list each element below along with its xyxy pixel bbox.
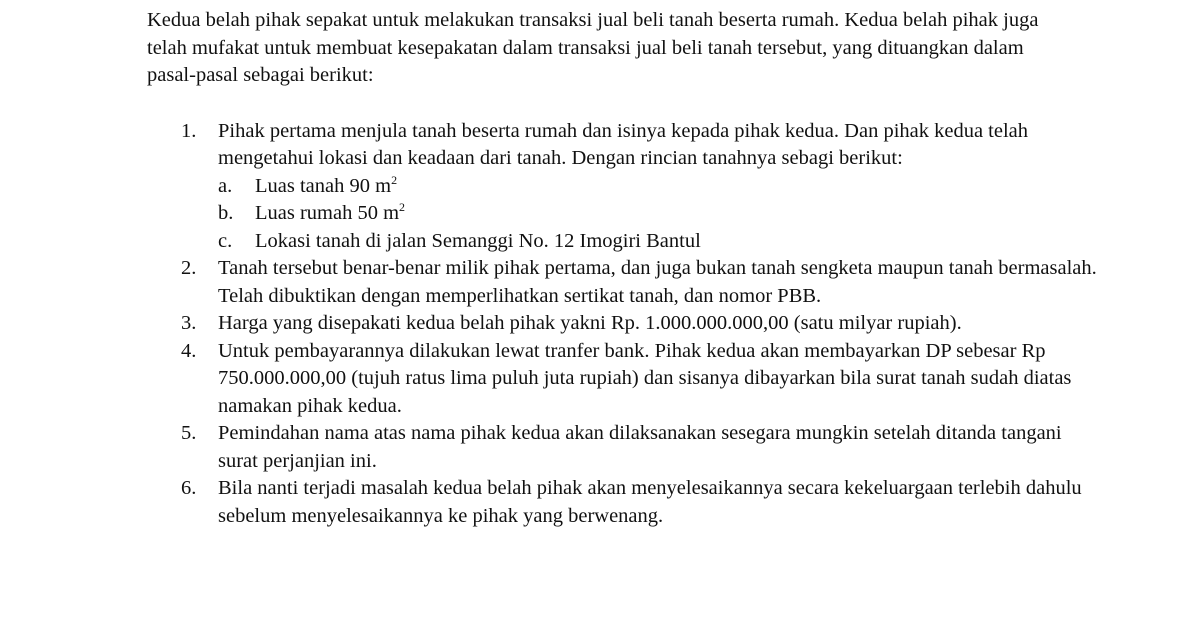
clause-item (147, 310, 1098, 338)
sub-item-text: Lokasi tanah di jalan Semanggi No. 12 Imogiri Bantul (255, 229, 701, 252)
clause-list (147, 118, 1187, 531)
clause-text: Pihak pertama menjula tanah beserta rumah dan isinya kepada pihak kedua. Dan pihak kedua telah mengetahui lokasi dan keadaan dari tanah. Dengan rincian tanahnya sebagi berikut: (218, 119, 1029, 169)
clause-item (147, 255, 1108, 310)
intro-paragraph: Kedua belah pihak sepakat untuk melakukan transaksi jual beli tanah beserta rumah. Kedua belah pihak juga telah mufakat untuk membuat kesepakatan dalam transaksi jual beli tanah tersebut, yang dituangkan dalam pasal-pasal sebagai berikut: (147, 9, 1039, 86)
clause-item (147, 420, 1098, 475)
sub-item-list (218, 173, 1113, 256)
sub-item-text: Luas rumah 50 m (255, 202, 400, 224)
clause-number: 2. (181, 257, 197, 279)
clause-number: 1. (181, 119, 197, 142)
clause-text: Pemindahan nama atas nama pihak kedua akan dilaksanakan sesegara mungkin setelah ditanda tangani surat perjanjian ini. (218, 422, 1062, 472)
clause-text: Bila nanti terjadi masalah kedua belah pihak akan menyelesaikannya secara kekeluargaan terlebih dahulu sebelum menyelesaikannya ke pihak yang berwenang. (218, 477, 1082, 527)
document-page (147, 7, 1187, 530)
sub-item-letter: a. (218, 174, 233, 197)
clause-number: 3. (181, 312, 197, 334)
clause-item (147, 338, 1133, 421)
sub-item-letter: b. (218, 202, 234, 224)
sub-item (218, 200, 1113, 228)
superscript: 2 (399, 200, 406, 214)
clause-item (147, 118, 1113, 256)
clause-number: 6. (181, 477, 197, 499)
sub-item (218, 173, 1113, 201)
clause-text: Harga yang disepakati kedua belah pihak yakni Rp. 1.000.000.000,00 (satu milyar rupiah). (218, 312, 962, 334)
sub-item-letter: c. (218, 229, 233, 252)
superscript: 2 (391, 172, 398, 187)
clause-number: 4. (181, 339, 197, 362)
sub-item-text: Luas tanah 90 m (255, 174, 392, 197)
clause-text: Untuk pembayarannya dilakukan lewat tranfer bank. Pihak kedua akan membayarkan DP sebesar Rp 750.000.000,00 (tujuh ratus lima puluh juta rupiah) dan sisanya dibayarkan bila surat tanah sudah diatas namakan pihak kedua. (218, 339, 1072, 417)
sub-item (218, 228, 1113, 256)
clause-item (147, 475, 1153, 530)
clause-text: Tanah tersebut benar-benar milik pihak pertama, dan juga bukan tanah sengketa maupun tanah bermasalah. Telah dibuktikan dengan memperlihatkan sertikat tanah, dan nomor PBB. (218, 257, 1097, 307)
clause-number: 5. (181, 422, 197, 444)
